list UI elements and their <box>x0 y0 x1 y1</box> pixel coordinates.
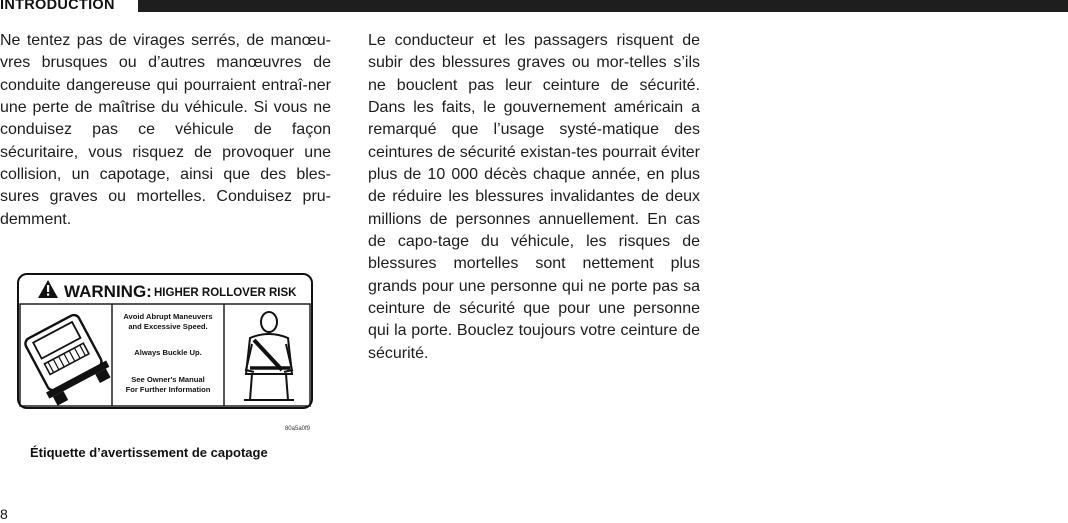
figure-caption: Étiquette d’avertissement de capotage <box>30 445 268 460</box>
left-paragraph: Ne tentez pas de virages serrés, de manœu-vres brusques ou d’autres manœuvres de conduite dangereuse qui pourraient entraî-ner une perte de maîtrise du véhicule. Si vous ne conduisez pas ce véhicule de façon sécuritaire, vous risquez de provoquer une collision, un capotage, ainsi que des bles-sures graves ou mortelles. Conduisez pru-demment. <box>0 32 331 228</box>
instruction-3-line-1: See Owner's Manual <box>131 375 205 384</box>
figure-code: 80a5a0f9 <box>284 426 310 432</box>
warning-label-illustration <box>14 272 332 438</box>
section-header <box>0 0 1068 13</box>
page-number: 8 <box>0 506 8 522</box>
rollover-warning-label <box>14 272 332 438</box>
header-rule <box>138 0 1068 12</box>
warning-subtitle: HIGHER ROLLOVER RISK <box>154 287 297 299</box>
instruction-2: Always Buckle Up. <box>134 348 202 357</box>
instruction-1-line-1: Avoid Abrupt Maneuvers <box>123 312 213 321</box>
instruction-1-line-2: and Excessive Speed. <box>128 322 208 331</box>
section-title: INTRODUCTION <box>0 0 123 14</box>
right-paragraph: Le conducteur et les passagers risquent de subir des blessures graves ou mor-telles s’ils ne bouclent pas leur ceinture de sécurité. Dans les faits, le gouvernement américain a remarqué que l’usage systé-matique des ceintures de sécurité existan-tes pourrait éviter plus de 10 000 décès chaque année, en plus de réduire les blessures invalidantes de deux millions de personnes annuellement. En cas de capo-tage du véhicule, les risques de blessures mortelles sont nettement plus grands pour une personne qui ne porte pas sa ceinture de sécurité que pour une personne qui la porte. Bouclez toujours votre ceinture de sécurité. <box>368 32 700 362</box>
left-column <box>0 30 331 231</box>
warning-title: WARNING: <box>64 282 152 301</box>
right-column <box>368 30 700 365</box>
instruction-3-line-2: For Further Information <box>125 385 211 394</box>
